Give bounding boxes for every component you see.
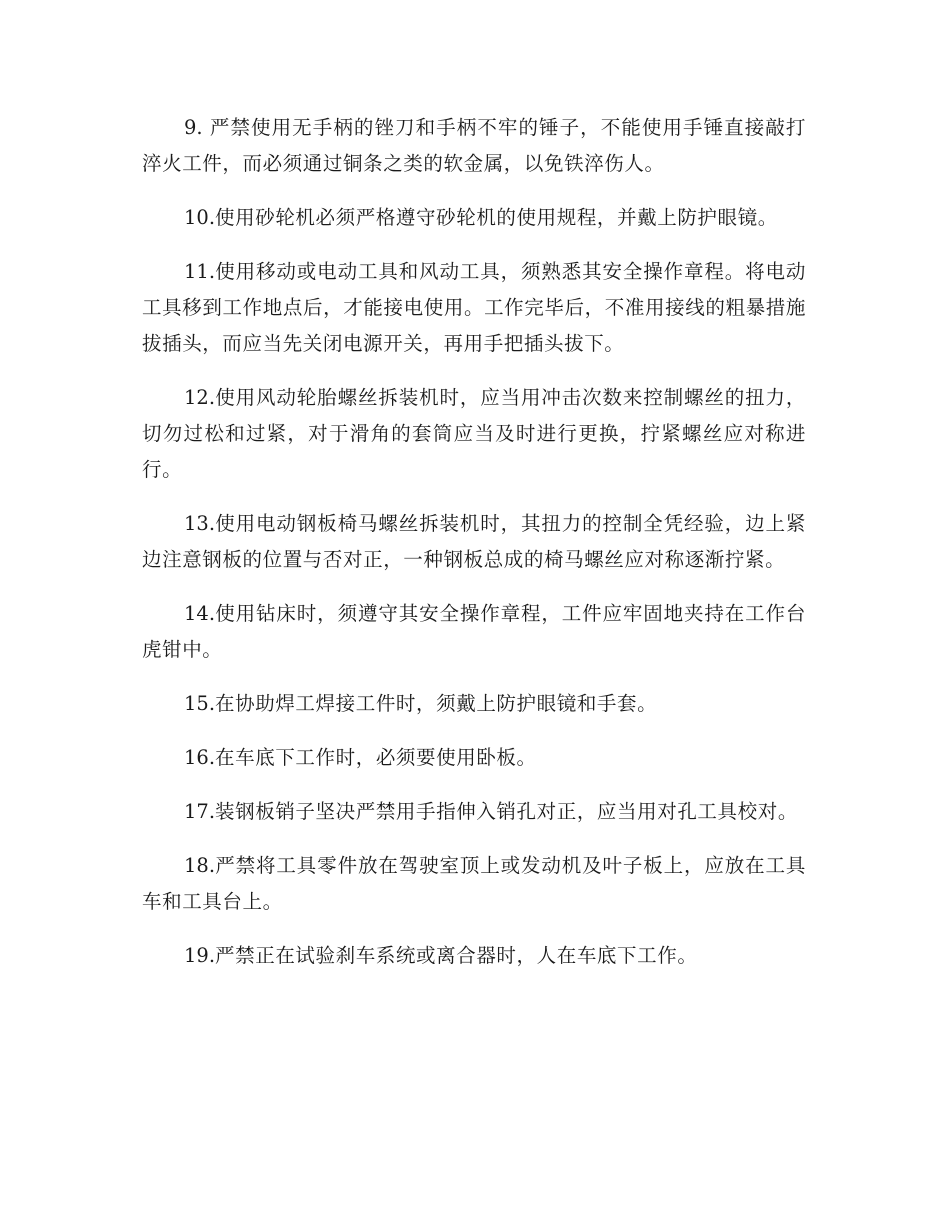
list-item	[142, 686, 806, 722]
item-number: 10.	[184, 206, 216, 229]
item-text: 使用电动钢板椅马螺丝拆装机时，其扭力的控制全凭经验，边上紧边注意钢板的位置与否对正，一种钢板总成的椅马螺丝应对称逐渐拧紧。	[142, 512, 806, 571]
list-item	[142, 506, 806, 578]
list-item	[142, 200, 806, 236]
list-item	[142, 794, 806, 830]
item-text: 装钢板销子坚决严禁用手指伸入销孔对正，应当用对孔工具校对。	[215, 800, 798, 823]
list-item	[142, 380, 806, 488]
item-text: 使用砂轮机必须严格遵守砂轮机的使用规程，并戴上防护眼镜。	[215, 206, 778, 229]
item-text: 严禁将工具零件放在驾驶室顶上或发动机及叶子板上，应放在工具车和工具台上。	[142, 854, 806, 913]
list-item	[142, 110, 806, 182]
list-item	[142, 596, 806, 668]
item-text: 在协助焊工焊接工件时，须戴上防护眼镜和手套。	[215, 692, 658, 715]
list-item	[142, 254, 806, 362]
item-number: 12.	[184, 386, 216, 409]
list-item	[142, 848, 806, 920]
item-number: 18.	[184, 854, 216, 877]
item-number: 11.	[184, 260, 216, 283]
item-text: 严禁正在试验刹车系统或离合器时，人在车底下工作。	[215, 944, 698, 967]
item-number: 13.	[184, 512, 216, 535]
item-number: 19.	[184, 944, 216, 967]
item-text: 使用风动轮胎螺丝拆装机时，应当用冲击次数来控制螺丝的扭力，切勿过松和过紧，对于滑角的套筒应当及时进行更换，拧紧螺丝应对称进行。	[142, 386, 806, 481]
document-body	[142, 110, 806, 992]
item-text: 使用钻床时，须遵守其安全操作章程，工件应牢固地夹持在工作台虎钳中。	[142, 602, 806, 661]
list-item	[142, 740, 806, 776]
item-number: 15.	[184, 692, 216, 715]
item-number: 9.	[184, 116, 203, 139]
list-item	[142, 938, 806, 974]
item-text: 使用移动或电动工具和风动工具，须熟悉其安全操作章程。将电动工具移到工作地点后，才能接电使用。工作完毕后，不准用接线的粗暴措施拔插头，而应当先关闭电源开关，再用手把插头拔下。	[142, 260, 806, 355]
item-text: 在车底下工作时，必须要使用卧板。	[215, 746, 537, 769]
item-text: 严禁使用无手柄的锉刀和手柄不牢的锤子，不能使用手锤直接敲打淬火工件，而必须通过铜条之类的软金属，以免铁淬伤人。	[142, 116, 806, 175]
item-number: 16.	[184, 746, 216, 769]
item-number: 14.	[184, 602, 216, 625]
item-number: 17.	[184, 800, 216, 823]
